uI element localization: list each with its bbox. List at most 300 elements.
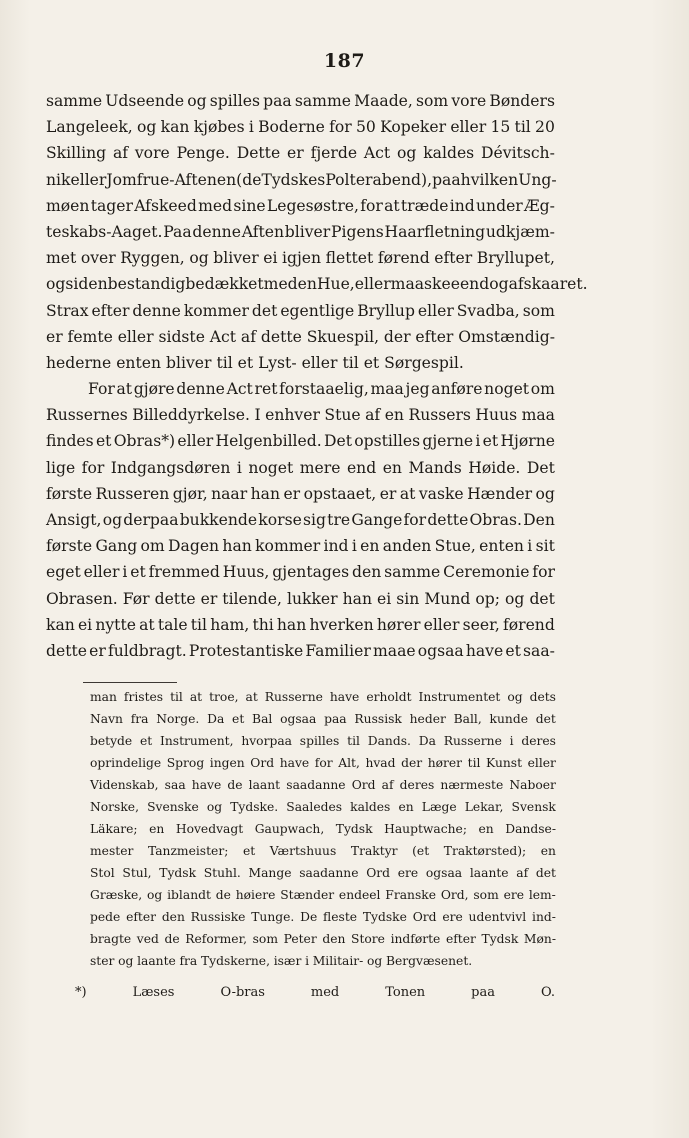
word: Ord bbox=[412, 910, 437, 924]
word: Ball, bbox=[453, 712, 482, 726]
word: efter bbox=[91, 301, 130, 320]
word: (de bbox=[236, 170, 262, 189]
word: det bbox=[529, 589, 555, 608]
word: Obrasen. bbox=[46, 589, 118, 608]
word: Store bbox=[351, 932, 385, 946]
word: *) bbox=[75, 985, 87, 1000]
word: nik bbox=[46, 170, 71, 189]
word: hører bbox=[376, 615, 421, 634]
text-line bbox=[46, 171, 555, 197]
word: Instrument, bbox=[159, 734, 234, 748]
word: sine bbox=[233, 196, 266, 215]
text-line bbox=[46, 223, 555, 249]
word: seer, bbox=[462, 615, 500, 634]
word: hører bbox=[427, 756, 463, 770]
word: noget bbox=[484, 380, 530, 399]
word: Omstændig- bbox=[458, 327, 555, 346]
text-line bbox=[46, 144, 555, 170]
footnote-obras bbox=[75, 985, 555, 1007]
word: Ord bbox=[351, 778, 376, 792]
word: Ord, bbox=[440, 888, 469, 902]
word: og bbox=[189, 249, 209, 268]
word: Franske bbox=[385, 888, 436, 902]
word: sit bbox=[535, 537, 555, 556]
word: maa bbox=[370, 380, 404, 399]
word: træde bbox=[400, 196, 449, 215]
word: høiere bbox=[235, 888, 276, 902]
word: Act bbox=[209, 327, 237, 346]
word: i bbox=[305, 954, 309, 968]
text-line bbox=[46, 590, 555, 616]
word: fleste bbox=[323, 910, 358, 924]
word: Obras*) bbox=[113, 432, 176, 451]
word: For bbox=[88, 380, 115, 399]
word: Reformer, bbox=[185, 932, 248, 946]
word: Det bbox=[526, 458, 555, 477]
word: udentvivl bbox=[468, 910, 527, 924]
word: ei bbox=[377, 589, 392, 608]
word: Lekar, bbox=[464, 800, 504, 814]
word: hvorpaa bbox=[241, 734, 292, 748]
word: en bbox=[382, 458, 402, 477]
word: efter bbox=[126, 910, 157, 924]
word: for bbox=[329, 118, 352, 137]
word: Mange bbox=[248, 866, 292, 880]
word: jeg bbox=[405, 380, 430, 399]
word: endeel bbox=[338, 888, 381, 902]
word: 15 bbox=[490, 118, 511, 137]
word: Saaledes bbox=[286, 800, 343, 814]
word: maaskee bbox=[390, 275, 460, 294]
word: ere bbox=[442, 910, 463, 924]
word: med bbox=[310, 985, 340, 1000]
word: bliver bbox=[213, 249, 259, 268]
word: bedækket bbox=[185, 275, 264, 294]
word: Tydskerne, bbox=[200, 954, 270, 968]
word: ret bbox=[254, 380, 278, 399]
footnote-line bbox=[75, 985, 555, 1007]
word: Afskeed bbox=[134, 196, 197, 215]
word: ei bbox=[77, 615, 93, 634]
word: ingen bbox=[209, 756, 245, 770]
word: at bbox=[189, 690, 203, 704]
word: samme bbox=[384, 563, 441, 582]
word: Tydske. bbox=[230, 800, 279, 814]
word: De bbox=[300, 910, 318, 924]
word: Haarfletning bbox=[384, 222, 486, 241]
text-line bbox=[46, 563, 555, 589]
word: et bbox=[232, 712, 245, 726]
word: have bbox=[329, 690, 360, 704]
word: fra bbox=[179, 954, 198, 968]
footnote-line bbox=[90, 866, 556, 888]
word: Langeleek, bbox=[46, 118, 133, 137]
word: under bbox=[476, 196, 523, 215]
word: den bbox=[352, 563, 382, 582]
text-line bbox=[46, 302, 555, 328]
word: Kopeker bbox=[380, 118, 447, 137]
word: ogsaa bbox=[280, 712, 317, 726]
word: er bbox=[89, 641, 106, 660]
word: fristes bbox=[123, 690, 164, 704]
word: eller bbox=[450, 118, 487, 137]
word: have bbox=[279, 756, 310, 770]
word: hverken bbox=[309, 615, 374, 634]
word: (et bbox=[412, 844, 430, 858]
word: teskabs-Aaget. bbox=[46, 222, 163, 241]
word: Bal bbox=[252, 712, 273, 726]
word: Svenske bbox=[147, 800, 199, 814]
word: efter bbox=[434, 249, 473, 268]
word: og bbox=[147, 888, 163, 902]
text-line bbox=[46, 354, 555, 380]
word: iblandt bbox=[167, 888, 211, 902]
word: Act bbox=[226, 380, 253, 399]
word: Græske, bbox=[90, 888, 143, 902]
word: ham, bbox=[210, 615, 250, 634]
word: Norge. bbox=[156, 712, 200, 726]
word: dets bbox=[529, 690, 556, 704]
word: Huus, bbox=[222, 563, 270, 582]
word: lem- bbox=[528, 888, 556, 902]
word: Sørgespil. bbox=[384, 353, 464, 372]
word: Russernes bbox=[46, 406, 128, 425]
footnote-line bbox=[90, 712, 556, 734]
word: findes bbox=[46, 432, 94, 451]
word: nytte bbox=[95, 615, 136, 634]
word: Bønders bbox=[489, 92, 555, 110]
word: at bbox=[399, 484, 416, 503]
word: igjen bbox=[282, 249, 322, 268]
word: og bbox=[507, 690, 523, 704]
footnote-line bbox=[90, 932, 556, 954]
word: er bbox=[283, 484, 301, 503]
word: der bbox=[383, 327, 411, 346]
word: lukker bbox=[287, 589, 338, 608]
word: kan bbox=[160, 118, 190, 137]
word: Læge bbox=[421, 800, 457, 814]
text-line bbox=[46, 249, 555, 275]
text-line bbox=[46, 511, 555, 537]
word: Tanzmeister; bbox=[147, 844, 229, 858]
word: bliver bbox=[166, 353, 212, 372]
word: erholdt bbox=[366, 690, 412, 704]
word: er bbox=[46, 327, 63, 346]
word: enten bbox=[116, 353, 162, 372]
text-line bbox=[46, 485, 555, 511]
word: ogsaa bbox=[417, 641, 464, 660]
word: og bbox=[397, 144, 417, 163]
word: kommer bbox=[255, 537, 321, 556]
word: af bbox=[240, 327, 256, 346]
word: de bbox=[164, 932, 180, 946]
word: Tunge. bbox=[251, 910, 295, 924]
footnote-continued bbox=[90, 690, 556, 976]
word: Tonen bbox=[385, 985, 426, 1000]
word: til bbox=[190, 615, 208, 634]
word: efter bbox=[415, 327, 454, 346]
word: en bbox=[384, 406, 404, 425]
word: for bbox=[532, 563, 555, 582]
word: Russeren bbox=[95, 484, 170, 503]
word: spilles bbox=[209, 92, 260, 110]
word: noget bbox=[248, 458, 294, 477]
word: naar bbox=[211, 484, 248, 503]
word: og bbox=[137, 118, 157, 137]
word: korse bbox=[258, 511, 302, 529]
word: Boderne bbox=[258, 118, 325, 137]
word: have bbox=[465, 641, 504, 660]
footnote-line bbox=[90, 690, 556, 712]
word: om bbox=[530, 380, 555, 399]
word: Æg- bbox=[524, 196, 555, 215]
word: Sprog bbox=[166, 756, 205, 770]
word: i bbox=[248, 118, 254, 137]
word: af bbox=[381, 778, 394, 792]
footnote-line bbox=[90, 822, 556, 844]
word: enten bbox=[479, 537, 524, 556]
word: og bbox=[505, 589, 525, 608]
word: i bbox=[527, 537, 533, 556]
word: Familier bbox=[305, 641, 371, 660]
word: en bbox=[398, 800, 414, 814]
word: Dands. bbox=[367, 734, 411, 748]
body-text bbox=[46, 92, 588, 668]
word: Russerne bbox=[264, 690, 323, 704]
word: pede bbox=[90, 910, 121, 924]
word: de bbox=[227, 778, 243, 792]
word: en bbox=[149, 822, 165, 836]
word: kjøbes bbox=[193, 118, 245, 137]
word: af bbox=[516, 866, 529, 880]
word: og bbox=[206, 800, 223, 814]
word: Det bbox=[323, 432, 352, 451]
word: Dévitsch- bbox=[481, 144, 555, 163]
word: saadanne bbox=[299, 866, 359, 880]
word: laant bbox=[248, 778, 281, 792]
text-line bbox=[46, 616, 555, 642]
word: Gaupwach, bbox=[254, 822, 325, 836]
word: Hue, bbox=[316, 275, 355, 294]
word: Den bbox=[523, 511, 555, 529]
word: Ceremonie bbox=[443, 563, 530, 582]
word: Tydske bbox=[362, 910, 407, 924]
word: Kunst bbox=[486, 756, 523, 770]
word: til bbox=[467, 756, 481, 770]
word: Obras. bbox=[469, 511, 522, 529]
word: Protestantiske bbox=[188, 641, 304, 660]
word: bestandig bbox=[107, 275, 186, 294]
word: Stue, bbox=[434, 537, 476, 556]
word: dette bbox=[260, 327, 302, 346]
word: gjentages bbox=[272, 563, 350, 582]
word: Møn- bbox=[523, 932, 556, 946]
word: vaske bbox=[418, 484, 464, 503]
word: Tydsk bbox=[159, 866, 197, 880]
word: O. bbox=[540, 985, 555, 1000]
word: eller bbox=[177, 432, 214, 451]
word: er bbox=[379, 484, 397, 503]
word: han bbox=[222, 537, 252, 556]
word: Lyst- bbox=[258, 353, 297, 372]
word: eller bbox=[354, 275, 391, 294]
word: i bbox=[351, 537, 357, 556]
word: deres bbox=[521, 734, 556, 748]
word: for bbox=[403, 511, 427, 529]
word: det bbox=[535, 866, 556, 880]
word: eller bbox=[417, 301, 454, 320]
word: Ord bbox=[366, 866, 391, 880]
word: sig bbox=[303, 511, 326, 529]
word: nærmeste bbox=[440, 778, 504, 792]
word: gjøre bbox=[133, 380, 175, 399]
word: Tydsk bbox=[481, 932, 519, 946]
word: et bbox=[130, 563, 146, 582]
word: Hauptwache; bbox=[384, 822, 467, 836]
word: met bbox=[46, 249, 77, 268]
word: sin bbox=[396, 589, 420, 608]
word: Aften bbox=[241, 222, 285, 241]
word: en bbox=[540, 844, 556, 858]
word: for bbox=[360, 196, 383, 215]
word: som bbox=[416, 92, 449, 110]
word: førend bbox=[502, 615, 555, 634]
word: paa bbox=[471, 985, 495, 1000]
word: Legesøstre, bbox=[266, 196, 359, 215]
word: Stuhl. bbox=[203, 866, 241, 880]
word: er bbox=[287, 144, 304, 163]
text-line bbox=[46, 406, 555, 432]
word: Hjørne bbox=[500, 432, 555, 451]
text-line bbox=[46, 197, 555, 223]
word: vore bbox=[134, 144, 170, 163]
word: Mund bbox=[424, 589, 471, 608]
word: det bbox=[251, 301, 278, 320]
word: Stul, bbox=[122, 866, 152, 880]
word: Videnskab, bbox=[90, 778, 159, 792]
footnote-line bbox=[90, 888, 556, 910]
word: eller bbox=[83, 563, 120, 582]
word: Huus bbox=[475, 406, 518, 425]
word: 50 bbox=[356, 118, 376, 137]
word: troe, bbox=[209, 690, 239, 704]
word: opstilles bbox=[354, 432, 421, 451]
text-line bbox=[46, 432, 555, 458]
word: Tydskes bbox=[261, 170, 326, 189]
word: et bbox=[139, 734, 153, 748]
word: et bbox=[505, 641, 521, 660]
text-line bbox=[46, 275, 588, 301]
word: første bbox=[46, 537, 93, 556]
word: bliver bbox=[284, 222, 331, 241]
word: forstaaelig, bbox=[279, 380, 369, 399]
word: hvilken bbox=[460, 170, 519, 189]
word: ere bbox=[503, 888, 524, 902]
word: fuldbragt. bbox=[107, 641, 187, 660]
word: for bbox=[81, 458, 105, 477]
word: at bbox=[116, 380, 133, 399]
word: om bbox=[140, 537, 165, 556]
word: han bbox=[276, 615, 307, 634]
text-line bbox=[46, 642, 555, 668]
word: i bbox=[475, 432, 481, 451]
word: Stænder bbox=[280, 888, 335, 902]
word: dette bbox=[46, 641, 87, 660]
word: møen bbox=[46, 196, 90, 215]
word: Militair- bbox=[312, 954, 364, 968]
word: Russiske bbox=[190, 910, 246, 924]
word: ind bbox=[449, 196, 475, 215]
word: oprindelige bbox=[90, 756, 162, 770]
word: Act bbox=[363, 144, 391, 163]
word: anføre bbox=[431, 380, 483, 399]
word: at bbox=[384, 196, 400, 215]
word: hederne bbox=[46, 353, 112, 372]
word: denne bbox=[192, 222, 241, 241]
word: kommer bbox=[183, 301, 249, 320]
word: lige bbox=[46, 458, 76, 477]
word: paa bbox=[324, 712, 347, 726]
word: man bbox=[90, 690, 117, 704]
word: betyde bbox=[90, 734, 133, 748]
word: paa bbox=[432, 170, 461, 189]
word: Billeddyrkelse. bbox=[132, 406, 250, 425]
word: Hænder bbox=[467, 484, 533, 503]
word: ei bbox=[263, 249, 278, 268]
word: enhver bbox=[265, 406, 320, 425]
word: paa bbox=[263, 92, 292, 110]
word: kaldes bbox=[350, 800, 391, 814]
word: Naboer bbox=[509, 778, 556, 792]
word: 20 bbox=[535, 118, 555, 137]
word: og bbox=[46, 275, 66, 294]
word: Maade, bbox=[354, 92, 413, 110]
word: og bbox=[535, 484, 555, 503]
word: flettet bbox=[325, 249, 374, 268]
word: de bbox=[215, 888, 231, 902]
text-line bbox=[46, 92, 555, 118]
word: tale bbox=[157, 615, 188, 634]
word: derpaa bbox=[123, 511, 179, 529]
word: eller bbox=[527, 756, 556, 770]
word: Før bbox=[122, 589, 150, 608]
word: af bbox=[365, 406, 381, 425]
text-line bbox=[46, 380, 555, 406]
word: Helgenbilled. bbox=[215, 432, 322, 451]
word: som bbox=[473, 888, 499, 902]
word: Navn bbox=[90, 712, 123, 726]
word: Stue bbox=[324, 406, 361, 425]
word: op; bbox=[475, 589, 501, 608]
word: Gange bbox=[351, 511, 403, 529]
word: der bbox=[401, 756, 423, 770]
word: ind bbox=[323, 537, 349, 556]
word: Polterabend), bbox=[325, 170, 433, 189]
word: tager bbox=[90, 196, 133, 215]
word: ind- bbox=[532, 910, 556, 924]
word: førend bbox=[377, 249, 430, 268]
word: afskaaret. bbox=[508, 275, 588, 294]
word: denne bbox=[132, 301, 181, 320]
word: mere bbox=[299, 458, 341, 477]
word: I bbox=[254, 406, 261, 425]
word: eller bbox=[301, 353, 338, 372]
footnote-line bbox=[90, 844, 556, 866]
word: Stol bbox=[90, 866, 115, 880]
word: laante bbox=[469, 866, 509, 880]
word: Jomfrue-Aftenen bbox=[106, 170, 237, 189]
word: Strax bbox=[46, 301, 89, 320]
